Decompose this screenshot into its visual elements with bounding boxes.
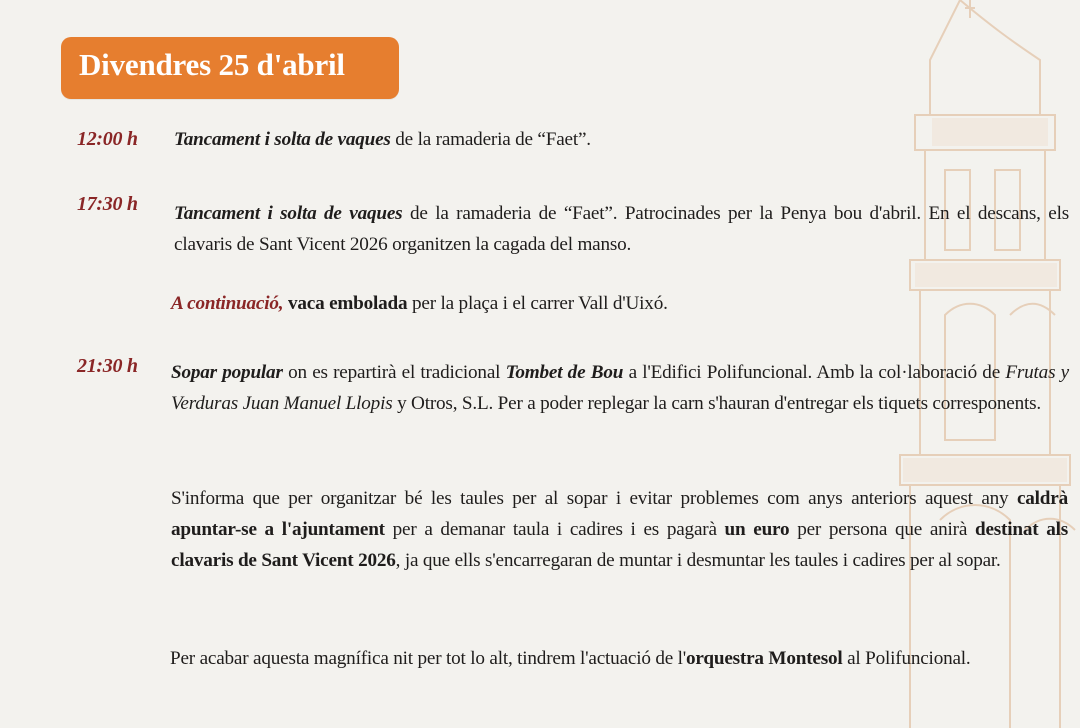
notice-paragraph (171, 483, 1068, 576)
sopar-text-after-dish: a l'Edifici Polifuncional. Amb la col·laboració de (623, 362, 1006, 383)
entry-2-text (174, 198, 1069, 260)
entry-1-description: de la ramaderia de “Faet”. (390, 129, 591, 150)
closing-text-2: al Polifuncional. (842, 648, 971, 669)
entry-2-time: 17:30 h (77, 193, 138, 215)
entry-3-text (171, 357, 1069, 419)
notice-bold-1: caldrà apuntar-se a l'ajuntament (171, 488, 1068, 540)
sponsor-name: Frutas y Verduras Juan Manuel Llopis (171, 362, 1069, 414)
notice-bold-2: un euro (724, 519, 790, 540)
notice-text-4: , ja que ells s'encarregaran de muntar i desmuntar les taules i cadires per al sopar. (395, 550, 1001, 571)
closing-paragraph (170, 643, 1068, 674)
continuation-bold-event: vaca embolada (287, 293, 408, 314)
sopar-text-after-sponsor: y Otros, S.L. Per a poder replegar la carn s'hauran d'entregar els tiquets corresponents. (392, 393, 1041, 414)
entry-3-description: on es repartirà el tradicional (282, 362, 506, 383)
entry-1-text (174, 124, 591, 155)
entry-3-time: 21:30 h (77, 355, 138, 377)
day-heading-banner: Divendres 25 d'abril (61, 37, 399, 99)
entry-3-title: Sopar popular (171, 362, 283, 383)
notice-text-2: per a demanar taula i cadires i es pagarà (384, 519, 725, 540)
continuation-line (171, 288, 668, 319)
continuation-text: per la plaça i el carrer Vall d'Uixó. (407, 293, 668, 314)
notice-text-3: per persona que anirà (789, 519, 975, 540)
closing-bold-event: orquestra Montesol (686, 648, 843, 669)
entry-2-description: de la ramaderia de “Faet”. Patrocinades per la Penya bou d'abril. En el descans, els clavaris de Sant Vicent 2026 organitzen la cagada del manso. (174, 203, 1069, 255)
notice-bold-3: destinat als clavaris de Sant Vicent 2026 (171, 519, 1068, 571)
continuation-label: A continuació, (171, 293, 284, 314)
dish-name: Tombet de Bou (505, 362, 624, 383)
entry-1-time: 12:00 h (77, 128, 138, 150)
notice-text-1: S'informa que per organitzar bé les taules per al sopar i evitar problemes com anys anteriors aquest any (171, 488, 1017, 509)
entry-2-title: Tancament i solta de vaques (174, 203, 403, 224)
closing-text-1: Per acabar aquesta magnífica nit per tot lo alt, tindrem l'actuació de l' (170, 648, 687, 669)
entry-1-title: Tancament i solta de vaques (174, 129, 391, 150)
